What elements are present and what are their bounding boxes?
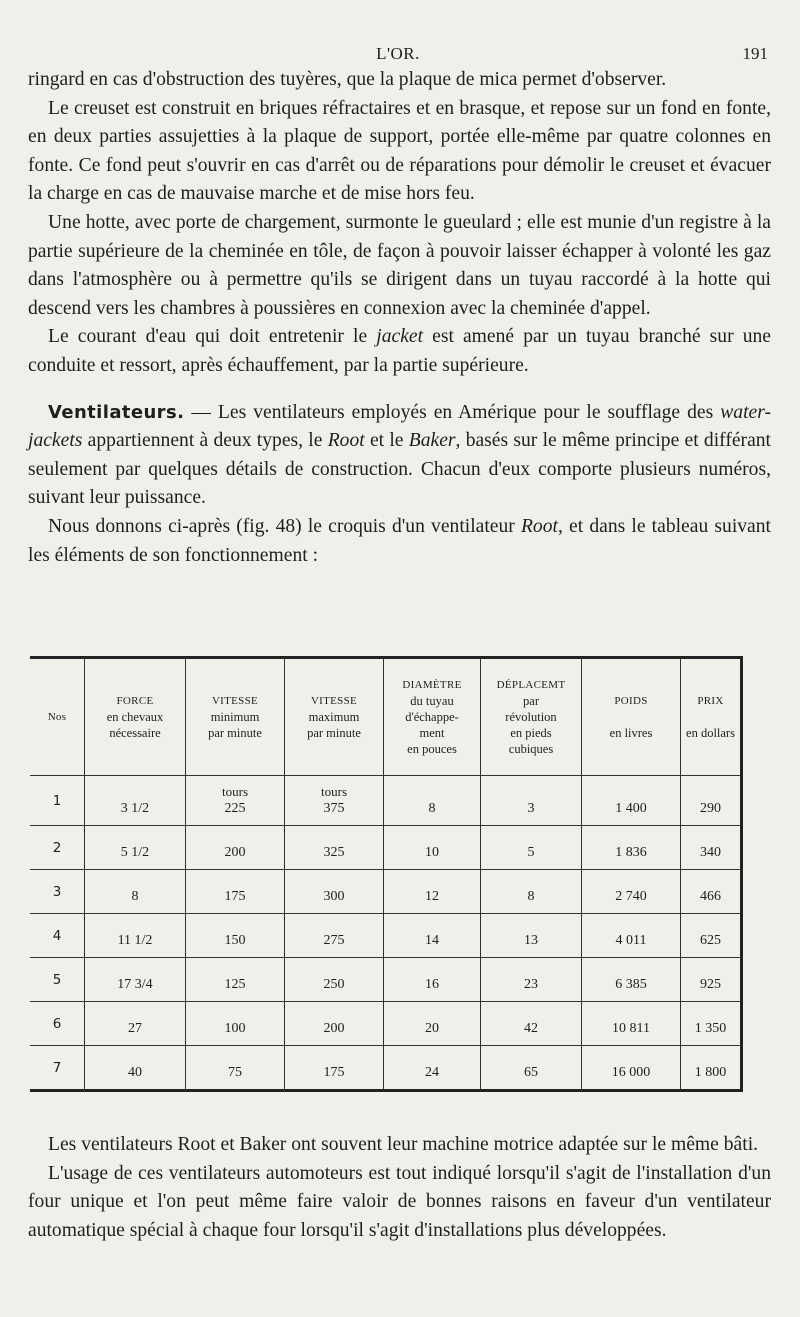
cell-vmin: 100	[186, 1001, 285, 1045]
cell-prix: 1 350	[681, 1001, 741, 1045]
header-label: VITESSE	[211, 695, 259, 708]
cell-deplacement: 42	[481, 1001, 582, 1045]
header-label: par minute	[208, 726, 262, 741]
cell-force: 27	[85, 1001, 186, 1045]
cell-vmin: 200	[186, 825, 285, 869]
cell-prix: 290	[681, 775, 741, 825]
header-label: minimum	[210, 710, 260, 725]
cell-poids: 2 740	[582, 869, 681, 913]
cell-poids: 1 836	[582, 825, 681, 869]
text-run: appartiennent à deux types, le	[82, 430, 328, 452]
paragraph: Une hotte, avec porte de chargement, surmonte le gueulard ; elle est munie d'un registre à la partie supérieure de la cheminée en tôle, de façon à pouvoir laisser échapper à volonté les gaz dans l'atmosphère ou à permettre qu'ils se dirigent dans un tuyau raccordé à la hotte qui descend vers les chambres à poussières en connexion avec la cheminée d'appel.	[28, 211, 771, 319]
header-label: par	[523, 694, 539, 709]
unit-label: tours	[321, 783, 347, 799]
cell-force: 11 1/2	[85, 913, 186, 957]
header-label: FORCE	[116, 695, 154, 708]
header-label: en pieds	[510, 726, 552, 741]
cell-poids: 16 000	[582, 1045, 681, 1089]
cell-prix: 625	[681, 913, 741, 957]
value: 225	[224, 800, 246, 816]
text-run: , et dans le tableau suivant les éléments de son fonctionnement :	[28, 515, 771, 566]
header-label: nécessaire	[109, 726, 161, 741]
cell-diametre: 24	[384, 1045, 481, 1089]
cell-no: 4	[30, 913, 85, 957]
col-header-vmin	[186, 659, 285, 775]
header-label: en pouces	[407, 742, 457, 757]
text-run: est amené par un tuyau branché sur une conduite et ressort, après échauffement, par la partie supérieure.	[28, 326, 772, 376]
cell-deplacement: 65	[481, 1045, 582, 1089]
value: 375	[323, 800, 345, 816]
table-row	[30, 1045, 740, 1089]
running-title: L'OR.	[376, 44, 420, 63]
italic-term: Baker	[408, 430, 456, 452]
italic-term: Root	[327, 430, 365, 452]
col-header-deplacement	[481, 659, 582, 775]
cell-vmin: 150	[186, 913, 285, 957]
table-row	[30, 869, 740, 913]
paragraph: L'usage de ces ventilateurs automoteurs est tout indiqué lorsqu'il s'agit de l'installation d'un four unique et l'on peut même faire valoir de bonnes raisons en faveur d'un ventilateur automatique spécial à chaque four lorsqu'il s'agit d'installations plus développées.	[28, 1162, 771, 1241]
header-label: DÉPLACEMT	[496, 679, 566, 692]
col-header-force	[85, 659, 186, 775]
cell-poids: 1 400	[582, 775, 681, 825]
paragraph: Les ventilateurs Root et Baker ont souvent leur machine motrice adaptée sur le même bâti.	[48, 1134, 759, 1155]
col-header-diametre	[384, 659, 481, 775]
header-label: VITESSE	[310, 695, 358, 708]
cell-force: 40	[85, 1045, 186, 1089]
italic-term: jacket	[376, 326, 424, 348]
header-label: en dollars	[686, 726, 735, 741]
paragraph	[28, 399, 771, 513]
cell-no: 2	[30, 825, 85, 869]
ventilator-table	[30, 656, 743, 1092]
text-run: et le	[364, 430, 409, 452]
cell-deplacement: 8	[481, 869, 582, 913]
text-run: Le courant d'eau qui doit entretenir le	[48, 326, 377, 348]
section-heading: Ventilateurs.	[48, 401, 185, 423]
cell-prix: 466	[681, 869, 741, 913]
cell-no: 6	[30, 1001, 85, 1045]
cell-prix: 1 800	[681, 1045, 741, 1089]
cell-prix: 925	[681, 957, 741, 1001]
cell-vmax	[285, 775, 384, 825]
table-row	[30, 957, 740, 1001]
cell-diametre: 20	[384, 1001, 481, 1045]
header-label: cubiques	[508, 742, 554, 757]
cell-diametre: 10	[384, 825, 481, 869]
header-label: en chevaux	[106, 710, 164, 725]
header-label: du tuyau	[410, 694, 454, 709]
header-label: Nos	[47, 711, 67, 724]
page-number: 191	[742, 44, 768, 63]
cell-vmax: 250	[285, 957, 384, 1001]
cell-no: 7	[52, 1059, 62, 1076]
body-text-top	[28, 66, 771, 570]
cell-no: 3	[30, 869, 85, 913]
col-header-prix	[681, 659, 741, 775]
header-label: DIAMÈTRE	[402, 679, 462, 692]
col-header-vmax	[285, 659, 384, 775]
header-label: maximum	[308, 710, 360, 725]
cell-no: 1	[30, 775, 85, 825]
text-run: — Les ventilateurs employés en Amérique pour le soufflage des	[184, 401, 721, 423]
cell-vmax: 275	[285, 913, 384, 957]
paragraph: Le creuset est construit en briques réfractaires et en brasque, et repose sur un fond en fonte, en deux parties assujetties à la plaque de support, portée elle-même par quatre colonnes en fonte. Ce fond peut s'ouvrir en cas d'arrêt ou de réparations pour démolir le creuset et évacuer la charge en cas de mauvaise marche et de mise hors feu.	[28, 97, 771, 205]
cell-diametre: 8	[384, 775, 481, 825]
paragraph	[28, 323, 771, 380]
cell-deplacement: 5	[481, 825, 582, 869]
header-label: POIDS	[614, 695, 648, 708]
col-header-poids	[582, 659, 681, 775]
table-row	[30, 825, 740, 869]
cell-vmin	[186, 775, 285, 825]
cell-vmax: 200	[285, 1001, 384, 1045]
cell-vmin: 75	[186, 1045, 285, 1089]
table-row	[30, 775, 740, 825]
cell-diametre: 12	[384, 869, 481, 913]
running-header	[28, 44, 768, 68]
italic-term: Root	[520, 515, 558, 537]
body-text-bottom	[28, 1131, 771, 1245]
header-label: par minute	[307, 726, 361, 741]
table-row	[30, 1001, 740, 1045]
cell-poids: 6 385	[582, 957, 681, 1001]
cell-vmin: 175	[186, 869, 285, 913]
paragraph	[28, 513, 771, 570]
cell-diametre: 16	[384, 957, 481, 1001]
header-label: PRIX	[697, 695, 724, 708]
text-run: , basés sur le même principe et différant seulement par quelques détails de construction. Chacun d'eux comporte plusieurs numéros, suivant leur puissance.	[28, 430, 772, 509]
cell-force: 8	[85, 869, 186, 913]
cell-poids: 4 011	[582, 913, 681, 957]
paragraph: ringard en cas d'obstruction des tuyères, que la plaque de mica permet d'observer.	[28, 69, 667, 90]
unit-label: tours	[222, 783, 248, 799]
italic-term: water-jackets	[28, 401, 771, 452]
table-row	[30, 913, 740, 957]
cell-vmax: 325	[285, 825, 384, 869]
header-label: en livres	[609, 726, 653, 741]
cell-deplacement: 13	[481, 913, 582, 957]
cell-vmin: 125	[186, 957, 285, 1001]
header-label: ment	[419, 726, 445, 741]
cell-force: 5 1/2	[85, 825, 186, 869]
cell-vmax: 175	[285, 1045, 384, 1089]
table-header-row	[30, 659, 740, 775]
text-run: Nous donnons ci-après (fig. 48) le croquis d'un ventilateur	[48, 515, 521, 537]
cell-poids: 10 811	[582, 1001, 681, 1045]
header-label: d'échappe-	[405, 710, 459, 725]
header-label: révolution	[505, 710, 557, 725]
col-header-no	[30, 659, 85, 775]
cell-force: 17 3/4	[85, 957, 186, 1001]
cell-deplacement: 23	[481, 957, 582, 1001]
cell-no: 5	[30, 957, 85, 1001]
cell-diametre: 14	[384, 913, 481, 957]
cell-deplacement: 3	[481, 775, 582, 825]
cell-prix: 340	[681, 825, 741, 869]
cell-force: 3 1/2	[85, 775, 186, 825]
cell-vmax: 300	[285, 869, 384, 913]
